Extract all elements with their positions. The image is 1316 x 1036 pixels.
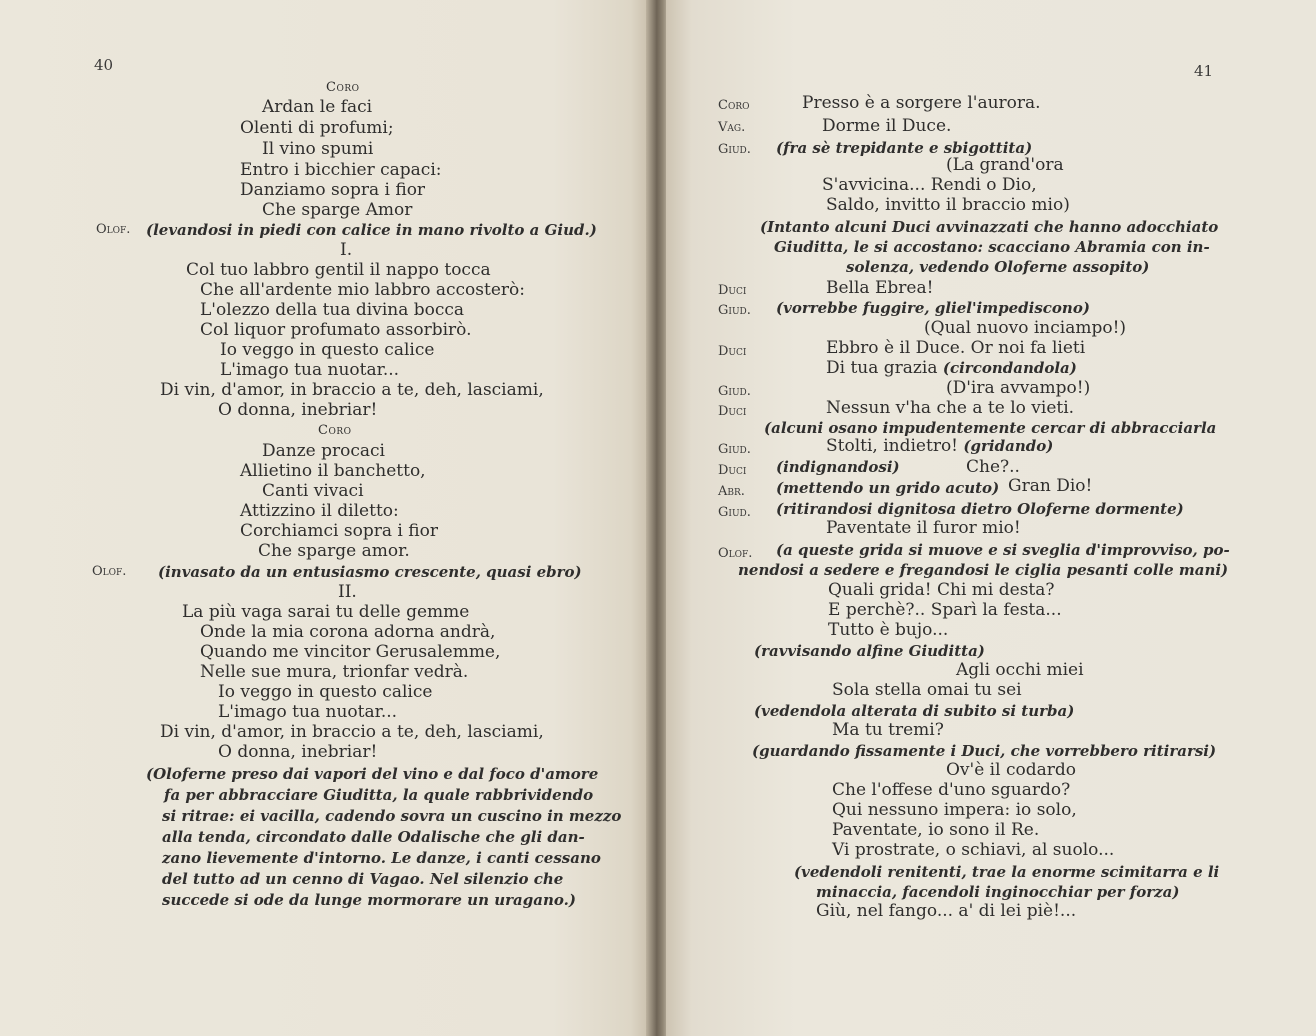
speaker-label: Giud.: [718, 505, 751, 520]
verse-line: Che sparge amor.: [258, 541, 410, 561]
verse-line: Che sparge Amor: [262, 200, 413, 220]
verse-line: Paventate il furor mio!: [826, 518, 1021, 538]
verse-line: Che?..: [966, 457, 1020, 477]
verse-line: Paventate, io sono il Re.: [832, 820, 1040, 840]
stage-direction: (Intanto alcuni Duci avvinazzati che hanno adocchiato: [760, 218, 1219, 236]
stanza-number: I.: [340, 240, 353, 260]
verse-line: Onde la mia corona adorna andrà,: [200, 622, 496, 642]
verse-line: Io veggo in questo calice: [218, 682, 433, 702]
stage-direction: (vedendoli renitenti, trae la enorme scimitarra e li: [794, 863, 1220, 881]
stage-direction: (fra sè trepidante e sbigottita): [776, 139, 1033, 157]
speaker-heading: Coro: [326, 80, 360, 95]
verse-line: Qui nessuno impera: io solo,: [832, 800, 1077, 820]
verse-line: (Qual nuovo inciampo!): [924, 318, 1127, 338]
verse-line: Sola stella omai tu sei: [832, 680, 1022, 700]
stage-direction: (ritirandosi dignitosa dietro Oloferne dormente): [776, 500, 1184, 518]
verse-line: Vi prostrate, o schiavi, al suolo...: [832, 840, 1115, 860]
verse-line: Giù, nel fango... a' di lei piè!...: [816, 901, 1077, 921]
speaker-label: Duci: [718, 283, 747, 298]
stage-direction: (ravvisando alfine Giuditta): [754, 642, 985, 660]
stage-direction: minaccia, facendoli inginocchiar per forza): [816, 883, 1180, 901]
page-number: 40: [94, 56, 114, 74]
verse-line: S'avvicina... Rendi o Dio,: [822, 175, 1037, 195]
speaker-label: Olof.: [96, 222, 131, 237]
stage-direction: fa per abbracciare Giuditta, la quale rabbrividendo: [164, 786, 594, 804]
verse-line: Che l'offese d'uno sguardo?: [832, 780, 1071, 800]
verse-line: Quando me vincitor Gerusalemme,: [200, 642, 501, 662]
stage-direction: (mettendo un grido acuto): [776, 479, 1000, 497]
left-page: [0, 0, 650, 1036]
verse-line: Corchiamci sopra i fior: [240, 521, 438, 541]
stage-direction: Giuditta, le si accostano: scacciano Abramia con in-: [774, 238, 1210, 256]
verse-line: Saldo, invitto il braccio mio): [826, 195, 1070, 215]
verse-line: Gran Dio!: [1008, 476, 1093, 496]
speaker-label: Abr.: [718, 484, 745, 499]
verse-line: Olenti di profumi;: [240, 118, 394, 138]
stage-direction: (Oloferne preso dai vapori del vino e dal foco d'amore: [146, 765, 599, 783]
speaker-label: Vag.: [718, 120, 746, 135]
verse-line: Io veggo in questo calice: [220, 340, 435, 360]
verse-line: Canti vivaci: [262, 481, 364, 501]
stage-direction: solenza, vedendo Oloferne assopito): [846, 258, 1150, 276]
verse-line: Ma tu tremi?: [832, 720, 944, 740]
stage-direction: (vedendola alterata di subito si turba): [754, 702, 1075, 720]
stage-direction: (invasato da un entusiasmo crescente, quasi ebro): [158, 563, 582, 581]
verse-line: Il vino spumi: [262, 139, 374, 159]
stage-direction: succede si ode da lunge mormorare un uragano.): [162, 891, 576, 909]
speaker-heading: Coro: [318, 423, 352, 438]
stanza-number: II.: [338, 582, 357, 602]
verse-line: Nessun v'ha che a te lo vieti.: [826, 398, 1075, 418]
speaker-label: Olof.: [718, 546, 753, 561]
verse-line: O donna, inebriar!: [218, 742, 378, 762]
verse-line: O donna, inebriar!: [218, 400, 378, 420]
verse-line: Presso è a sorgere l'aurora.: [802, 93, 1041, 113]
stage-direction: (indignandosi): [776, 458, 900, 476]
stage-direction: (a queste grida si muove e si sveglia d'improvviso, po-: [776, 541, 1230, 559]
verse-line: L'olezzo della tua divina bocca: [200, 300, 465, 320]
verse-line: Che all'ardente mio labbro accosterò:: [200, 280, 525, 300]
verse-line: Danziamo sopra i fior: [240, 180, 426, 200]
speaker-label: Duci: [718, 404, 747, 419]
stage-direction: del tutto ad un cenno di Vagao. Nel silenzio che: [162, 870, 564, 888]
verse-line: Col liquor profumato assorbirò.: [200, 320, 472, 340]
stage-direction: nendosi a sedere e fregandosi le ciglia pesanti colle mani): [738, 561, 1229, 579]
right-page: [666, 0, 1316, 1036]
verse-line: Bella Ebrea!: [826, 278, 934, 298]
verse-line: Dorme il Duce.: [822, 116, 952, 136]
verse-line: Tutto è bujo...: [828, 620, 949, 640]
verse-line: Col tuo labbro gentil il nappo tocca: [186, 260, 491, 280]
verse-line: L'imago tua nuotar...: [218, 702, 398, 722]
verse-line: Di vin, d'amor, in braccio a te, deh, lasciami,: [160, 722, 544, 742]
verse-line: Ardan le faci: [262, 97, 373, 117]
stage-direction: (vorrebbe fuggire, gliel'impediscono): [776, 299, 1090, 317]
verse-line: Stolti, indietro! (gridando): [826, 436, 1054, 456]
verse-line: Agli occhi miei: [956, 660, 1084, 680]
verse-line: Allietino il banchetto,: [240, 461, 426, 481]
speaker-label: Coro: [718, 98, 750, 113]
verse-line: L'imago tua nuotar...: [220, 360, 400, 380]
stage-direction: (guardando fissamente i Duci, che vorrebbero ritirarsi): [752, 742, 1217, 760]
stage-direction: (levandosi in piedi con calice in mano rivolto a Giud.): [146, 221, 597, 239]
speaker-label: Giud.: [718, 142, 751, 157]
verse-line: Ebbro è il Duce. Or noi fa lieti: [826, 338, 1086, 358]
speaker-label: Giud.: [718, 303, 751, 318]
verse-line: La più vaga sarai tu delle gemme: [182, 602, 470, 622]
speaker-label: Duci: [718, 463, 747, 478]
stage-direction: si ritrae: ei vacilla, cadendo sovra un cuscino in mezzo: [162, 807, 622, 825]
stage-direction: alla tenda, circondato dalle Odalische che gli dan-: [162, 828, 585, 846]
stage-direction: (alcuni osano impudentemente cercar di abbracciarla: [764, 419, 1217, 437]
stage-direction: zano lievemente d'intorno. Le danze, i canti cessano: [162, 849, 601, 867]
verse-line: Nelle sue mura, trionfar vedrà.: [200, 662, 469, 682]
verse-line: Di vin, d'amor, in braccio a te, deh, lasciami,: [160, 380, 544, 400]
verse-line: Quali grida! Chi mi desta?: [828, 580, 1055, 600]
speaker-label: Olof.: [92, 564, 127, 579]
speaker-label: Giud.: [718, 442, 751, 457]
verse-line: Di tua grazia (circondandola): [826, 358, 1077, 378]
verse-line: (D'ira avvampo!): [946, 378, 1091, 398]
verse-line: E perchè?.. Sparì la festa...: [828, 600, 1062, 620]
page-number: 41: [1194, 62, 1214, 80]
verse-line: Entro i bicchier capaci:: [240, 160, 442, 180]
verse-line: Danze procaci: [262, 441, 385, 461]
verse-line: (La grand'ora: [946, 155, 1064, 175]
speaker-label: Duci: [718, 344, 747, 359]
verse-line: Attizzino il diletto:: [240, 501, 399, 521]
verse-line: Ov'è il codardo: [946, 760, 1076, 780]
speaker-label: Giud.: [718, 384, 751, 399]
